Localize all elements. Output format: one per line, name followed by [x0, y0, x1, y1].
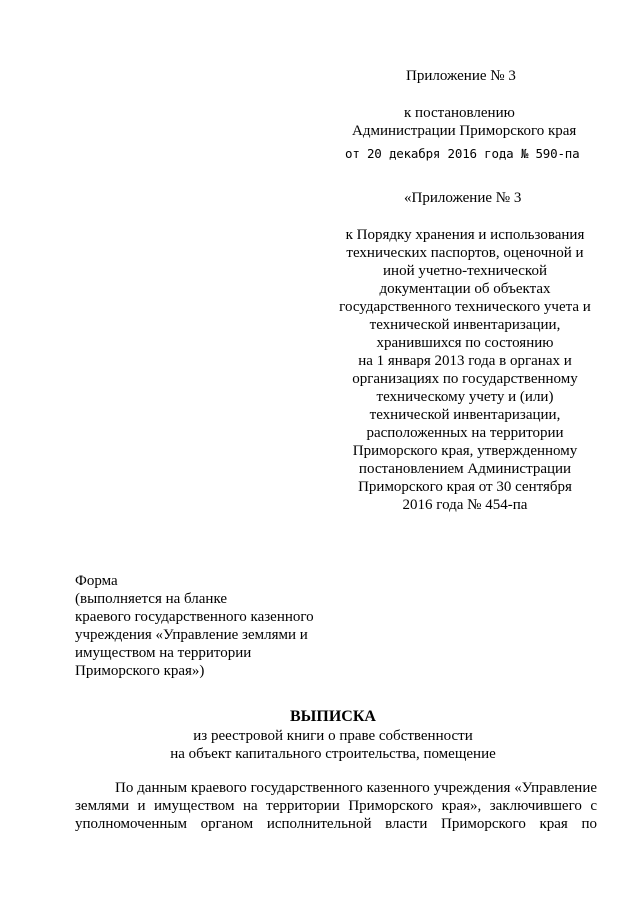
inner-appendix-line: постановлением Администрации: [358, 461, 572, 477]
inner-appendix-line: на 1 января 2013 года в органах и: [358, 353, 572, 369]
inner-appendix-line: расположенных на территории: [366, 425, 564, 441]
document-subtitle: из реестровой книги о праве собственности: [193, 728, 473, 744]
inner-appendix-line: Приморского края от 30 сентября: [358, 479, 572, 495]
inner-appendix-line: техническому учету и (или): [376, 389, 554, 405]
inner-appendix-line: иной учетно-технической: [383, 263, 547, 279]
inner-appendix-line: организациях по государственному: [352, 371, 578, 387]
form-note-line: учреждения «Управление землями и: [75, 627, 308, 643]
inner-appendix-line: к Порядку хранения и использования: [345, 227, 585, 243]
document-title: ВЫПИСКА: [290, 708, 376, 725]
appendix-number: Приложение № 3: [406, 68, 516, 84]
form-note-line: Форма: [75, 573, 118, 589]
decree-date-stamp: от 20 декабря 2016 года № 590-па: [345, 146, 580, 161]
inner-appendix-line: технической инвентаризации,: [369, 317, 561, 333]
form-note-line: краевого государственного казенного: [75, 609, 314, 625]
inner-appendix-line: документации об объектах: [379, 281, 551, 297]
inner-appendix-line: технической инвентаризации,: [369, 407, 561, 423]
inner-appendix-line: хранившихся по состоянию: [376, 335, 554, 351]
inner-appendix-line: технических паспортов, оценочной и: [346, 245, 584, 261]
body-line: уполномоченным органом исполнительной власти Приморского края по: [75, 816, 597, 832]
inner-appendix-line: Приморского края, утвержденному: [352, 443, 578, 459]
body-line: землями и имуществом на территории Приморского края», заключившего с: [75, 798, 597, 814]
body-line: По данным краевого государственного казенного учреждения «Управление: [115, 780, 597, 796]
inner-appendix-line: государственного технического учета и: [339, 299, 591, 315]
form-note-line: (выполняется на бланке: [75, 591, 228, 607]
administration-line: Администрации Приморского края: [352, 123, 577, 139]
inner-appendix-title: «Приложение № 3: [404, 190, 522, 206]
inner-appendix-line: 2016 года № 454-па: [402, 497, 528, 513]
form-note-line: имуществом на территории: [75, 645, 252, 661]
document-subtitle: на объект капитального строительства, помещение: [170, 746, 496, 762]
form-note-line: Приморского края»): [75, 663, 205, 679]
to-decree-line: к постановлению: [404, 105, 515, 121]
